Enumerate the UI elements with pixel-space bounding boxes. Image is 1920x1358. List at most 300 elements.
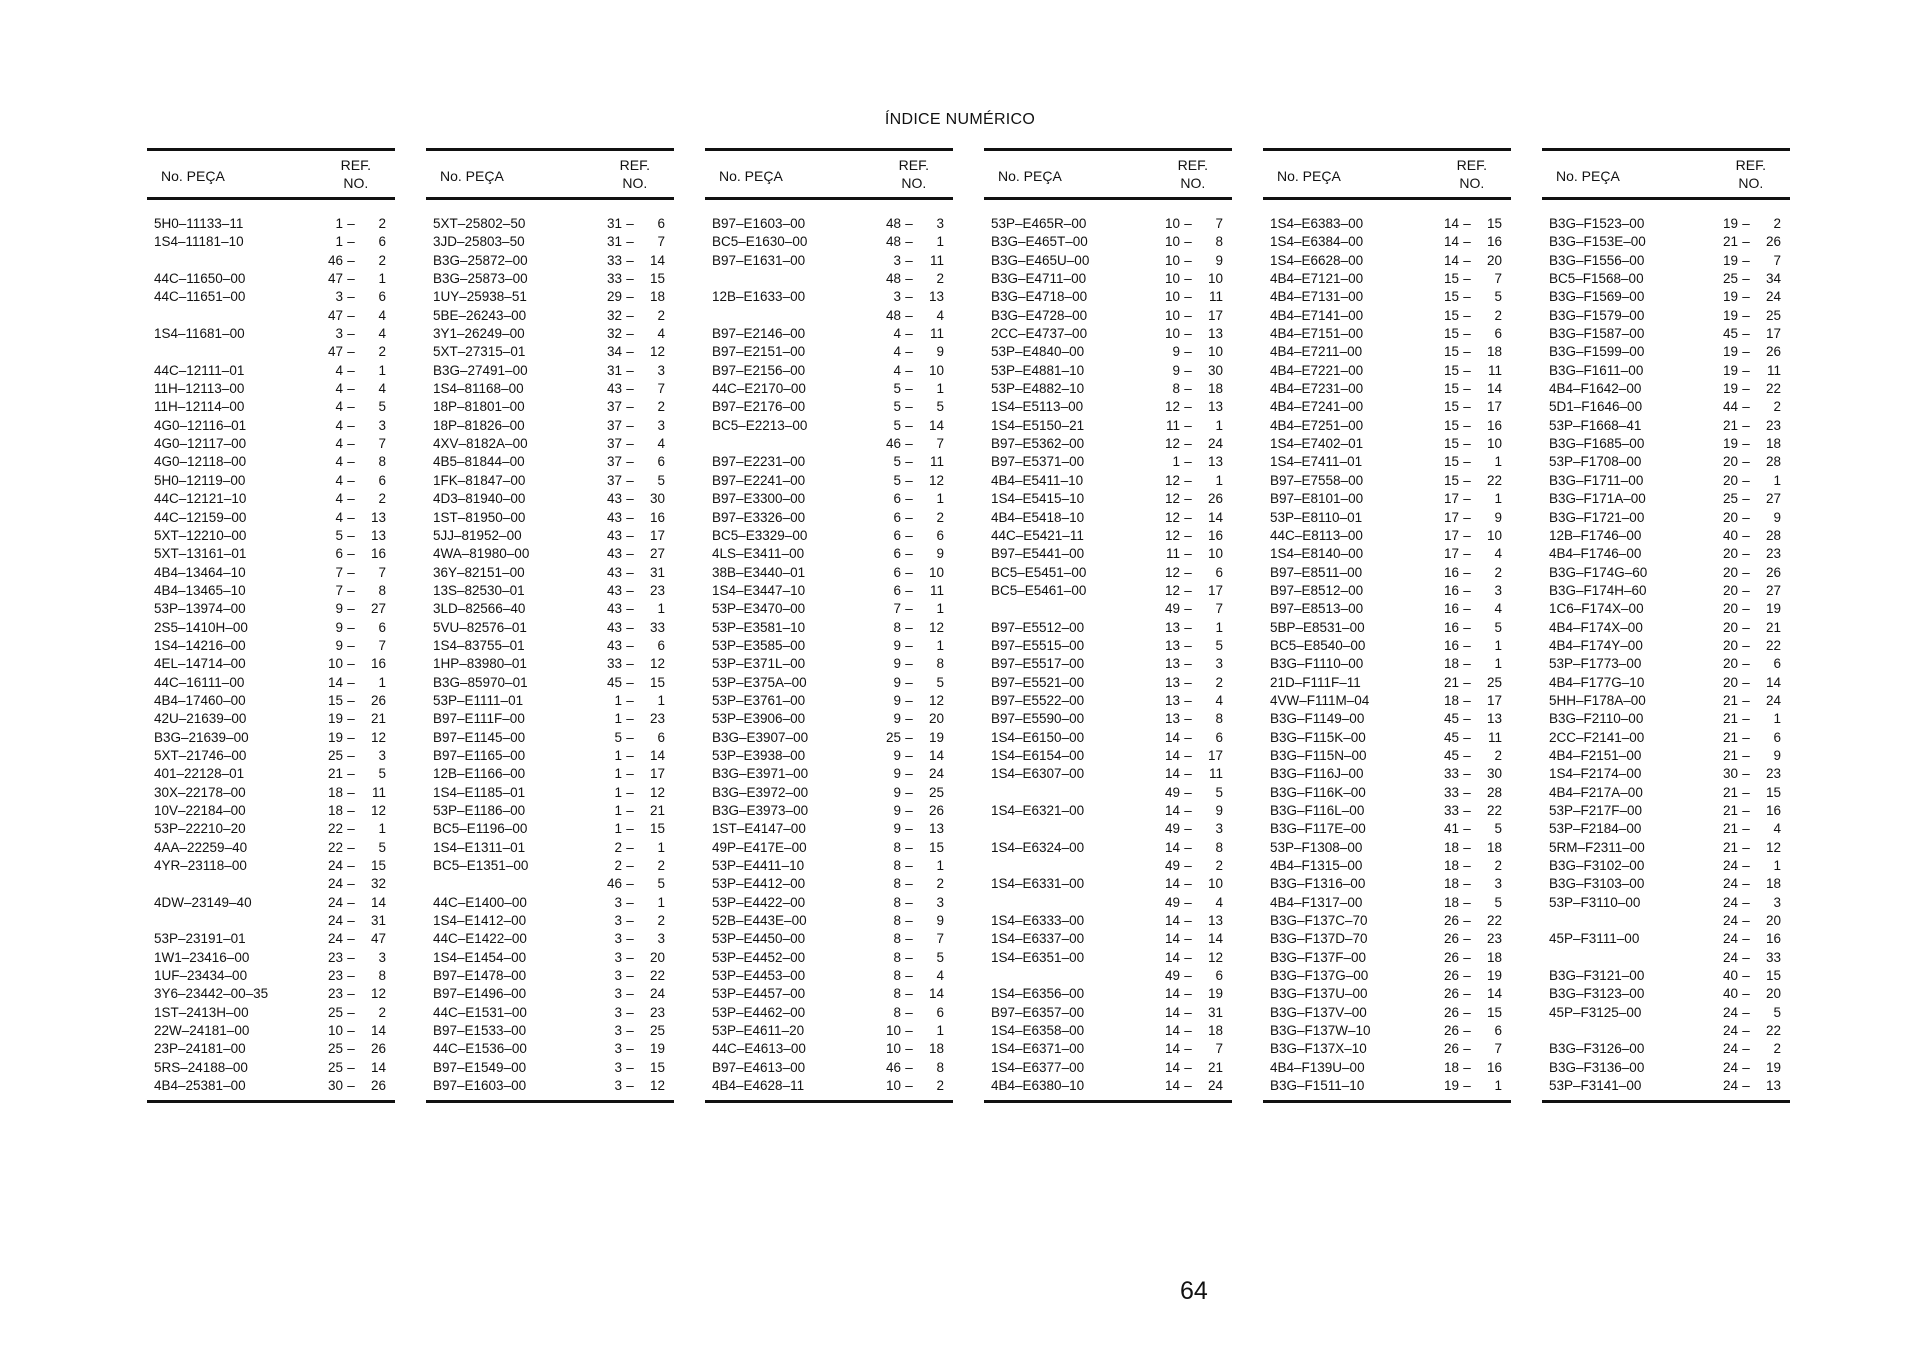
ref-figure: 45 [1722,326,1738,342]
table-row [147,784,395,802]
part-number: 30X–22178–00 [154,784,246,800]
table-row [984,362,1232,380]
ref-figure: 7 [893,601,901,617]
ref-item: 4 [936,307,944,323]
part-number: B97–E1496–00 [433,986,527,1002]
part-number: B3G–E3971–00 [712,766,809,782]
ref-item: 25 [649,1023,665,1039]
table-row [1263,839,1511,857]
ref-separator: – [347,326,355,342]
ref-figure: 3 [614,986,622,1002]
ref-figure: 14 [1164,986,1180,1002]
table-row [984,527,1232,545]
ref-separator: – [1742,436,1750,452]
ref-separator: – [347,307,355,323]
ref-separator: – [905,381,913,397]
ref-item: 17 [649,766,665,782]
ref-item: 14 [370,894,386,910]
ref-item: 4 [378,381,386,397]
part-number: 4B4–F1642–00 [1549,381,1642,397]
ref-separator: – [626,509,634,525]
table-row [705,949,953,967]
ref-figure: 12 [1164,527,1180,543]
ref-separator: – [905,1078,913,1094]
ref-separator: – [1742,858,1750,874]
part-number: B97–E1603–00 [433,1078,527,1094]
part-number: BC5–E1630–00 [712,234,808,250]
ref-item: 13 [928,821,944,837]
ref-separator: – [905,1041,913,1057]
table-row [705,453,953,471]
ref-item: 20 [649,949,665,965]
part-number: 4B4–E7131–00 [1270,289,1364,305]
ref-separator: – [905,271,913,287]
ref-item: 7 [378,436,386,452]
table-row [147,619,395,637]
table-row [1542,655,1790,673]
table-row [147,967,395,985]
ref-separator: – [905,326,913,342]
table-row [1542,912,1790,930]
ref-figure: 46 [885,1059,901,1075]
ref-separator: – [1742,747,1750,763]
part-number: B3G–F171A–00 [1549,491,1646,507]
ref-item: 18 [1207,1023,1223,1039]
part-number: 4AA–22259–40 [154,839,248,855]
ref-item: 23 [1765,417,1781,433]
ref-separator: – [1184,472,1192,488]
part-number: 3Y1–26249–00 [433,326,525,342]
table-row [984,325,1232,343]
table-row [147,949,395,967]
table-row [984,1077,1232,1095]
table-row [147,600,395,618]
ref-figure: 6 [893,491,901,507]
ref-item: 8 [936,1059,944,1075]
ref-item: 6 [657,454,665,470]
ref-figure: 1 [614,821,622,837]
ref-item: 4 [1215,692,1223,708]
table-header [426,148,674,200]
ref-separator: – [1184,1059,1192,1075]
ref-separator: – [1742,472,1750,488]
ref-item: 16 [1486,234,1502,250]
table-row [147,270,395,288]
part-number: 4B4–E5411–10 [991,472,1084,488]
part-number: 4WA–81980–00 [433,546,530,562]
part-number: 2CC–F2141–00 [1549,729,1645,745]
table-row [705,490,953,508]
table-row [1263,619,1511,637]
table-row [705,912,953,930]
ref-item: 3 [378,417,386,433]
part-number: 44C–12121–10 [154,491,247,507]
part-number: 4DW–23149–40 [154,894,252,910]
table-row [705,894,953,912]
ref-figure: 6 [893,509,901,525]
ref-separator: – [1463,472,1471,488]
ref-figure: 43 [606,509,622,525]
table-row [147,1022,395,1040]
part-number: 1S4–E6333–00 [991,913,1085,929]
ref-separator: – [905,491,913,507]
ref-figure: 1 [614,747,622,763]
ref-figure: 22 [327,821,343,837]
ref-figure: 26 [1443,949,1459,965]
ref-figure: 46 [327,252,343,268]
ref-figure: 19 [1722,289,1738,305]
ref-separator: – [1463,968,1471,984]
ref-item: 2 [936,509,944,525]
table-row [1263,967,1511,985]
ref-figure: 15 [1443,362,1459,378]
table-row [705,600,953,618]
ref-item: 26 [370,1041,386,1057]
ref-figure: 31 [606,234,622,250]
table-row [705,1059,953,1077]
part-number: B97–E1145–00 [433,729,526,745]
table-row [426,582,674,600]
part-number: B3G–E3972–00 [712,784,809,800]
ref-separator: – [1184,968,1192,984]
ref-item: 16 [370,546,386,562]
ref-header-line2: NO. [1459,175,1485,191]
table-row [705,509,953,527]
part-number: B3G–F3103–00 [1549,876,1645,892]
part-number: 5XT–12210–00 [154,527,247,543]
ref-item: 30 [1207,362,1223,378]
table-row [147,582,395,600]
ref-figure: 20 [1722,674,1738,690]
ref-figure: 9 [1172,362,1180,378]
ref-item: 2 [1494,747,1502,763]
ref-separator: – [347,839,355,855]
ref-figure: 19 [1722,344,1738,360]
table-row [1542,270,1790,288]
ref-separator: – [1184,747,1192,763]
ref-separator: – [1463,1041,1471,1057]
ref-separator: – [626,344,634,360]
part-number: 53P–E371L–00 [712,656,806,672]
ref-figure: 18 [327,784,343,800]
ref-item: 8 [378,582,386,598]
part-number: B97–E8101–00 [1270,491,1364,507]
part-number: 4LS–E3411–00 [712,546,805,562]
ref-figure: 20 [1722,619,1738,635]
table-row [1263,747,1511,765]
ref-item: 13 [1207,399,1223,415]
ref-figure: 19 [1722,307,1738,323]
ref-figure: 14 [327,674,343,690]
ref-figure: 13 [1164,619,1180,635]
table-row [984,912,1232,930]
ref-number-header [1736,156,1766,192]
ref-item: 16 [1486,1059,1502,1075]
part-number: B3G–F116K–00 [1270,784,1366,800]
ref-item: 2 [378,491,386,507]
ref-figure: 32 [606,307,622,323]
ref-item: 5 [378,766,386,782]
table-row [426,949,674,967]
table-row [426,435,674,453]
table-row [426,380,674,398]
part-number: 53P–F3141–00 [1549,1078,1642,1094]
part-number: 53P–E4452–00 [712,949,806,965]
ref-figure: 16 [1443,564,1459,580]
ref-item: 1 [936,381,944,397]
table-row [1263,912,1511,930]
ref-figure: 43 [606,491,622,507]
part-number: 21D–F111F–11 [1270,674,1361,690]
ref-separator: – [1184,362,1192,378]
ref-item: 12 [649,344,665,360]
table-row [984,343,1232,361]
ref-figure: 17 [1443,527,1459,543]
ref-figure: 16 [1443,582,1459,598]
table-row [426,729,674,747]
ref-item: 1 [1494,637,1502,653]
table-row [1542,949,1790,967]
ref-separator: – [347,601,355,617]
ref-figure: 8 [893,986,901,1002]
ref-figure: 48 [885,307,901,323]
ref-separator: – [1463,289,1471,305]
ref-item: 14 [1207,931,1223,947]
ref-item: 9 [936,913,944,929]
ref-figure: 19 [1722,381,1738,397]
part-number: B3G–F3136–00 [1549,1059,1645,1075]
ref-separator: – [626,1004,634,1020]
ref-figure: 25 [1722,271,1738,287]
part-number: 53P–E4450–00 [712,931,806,947]
part-number: 53P–E4422–00 [712,894,806,910]
ref-figure: 8 [893,876,901,892]
ref-figure: 14 [1164,931,1180,947]
ref-separator: – [1463,913,1471,929]
ref-item: 2 [657,399,665,415]
ref-item: 18 [1486,949,1502,965]
ref-figure: 9 [893,674,901,690]
part-number: 53P–E4411–10 [712,858,805,874]
part-number: 1S4–E5415–10 [991,491,1085,507]
ref-number-header [620,156,650,192]
ref-figure: 43 [606,564,622,580]
table-row [1263,1040,1511,1058]
ref-separator: – [905,803,913,818]
ref-item: 3 [1215,656,1223,672]
table-row [1263,1077,1511,1095]
ref-separator: – [1463,234,1471,250]
ref-item: 1 [378,362,386,378]
ref-figure: 4 [335,417,343,433]
ref-item: 20 [928,711,944,727]
part-number: 1S4–E6358–00 [991,1023,1085,1039]
part-number: 44C–11651–00 [154,289,246,305]
part-number: 1S4–E1311–01 [433,839,526,855]
ref-separator: – [905,436,913,452]
ref-figure: 9 [893,784,901,800]
ref-separator: – [626,582,634,598]
ref-figure: 31 [606,362,622,378]
ref-item: 17 [1207,747,1223,763]
part-number: B3G–F117E–00 [1270,821,1366,837]
ref-item: 3 [936,894,944,910]
ref-item: 2 [1215,858,1223,874]
ref-separator: – [1184,399,1192,415]
table-row [1263,288,1511,306]
table-row [1542,710,1790,728]
table-row [705,1022,953,1040]
part-number: 4B4–E4628–11 [712,1078,805,1094]
table-row [1542,307,1790,325]
table-row [147,472,395,490]
ref-item: 5 [657,472,665,488]
ref-separator: – [1184,894,1192,910]
part-number: B3G–E4728–00 [991,307,1088,323]
part-number: 53P–F3110–00 [1549,894,1641,910]
ref-item: 18 [1207,381,1223,397]
ref-figure: 21 [1722,839,1738,855]
ref-separator: – [1742,601,1750,617]
ref-separator: – [347,399,355,415]
ref-item: 32 [370,876,386,892]
part-number: 5BP–E8531–00 [1270,619,1365,635]
ref-figure: 21 [1722,711,1738,727]
table-row [984,894,1232,912]
ref-item: 10 [1207,344,1223,360]
ref-item: 14 [649,747,665,763]
part-number: B3G–F116L–00 [1270,803,1365,818]
ref-item: 2 [1494,307,1502,323]
table-row [984,1022,1232,1040]
ref-item: 5 [936,399,944,415]
ref-item: 3 [1773,894,1781,910]
table-row [426,600,674,618]
ref-separator: – [1742,986,1750,1002]
table-row [426,912,674,930]
table-row [147,674,395,692]
table-row [705,307,953,325]
ref-figure: 25 [1722,491,1738,507]
ref-separator: – [1742,637,1750,653]
ref-item: 2 [1494,564,1502,580]
ref-figure: 3 [893,252,901,268]
ref-item: 15 [370,858,386,874]
ref-separator: – [1742,326,1750,342]
table-row [147,288,395,306]
table-row [984,380,1232,398]
ref-item: 7 [657,381,665,397]
ref-separator: – [347,821,355,837]
ref-separator: – [1184,986,1192,1002]
table-row [1263,1004,1511,1022]
ref-figure: 18 [1443,876,1459,892]
part-number: 4YR–23118–00 [154,858,247,874]
ref-separator: – [905,986,913,1002]
ref-separator: – [1742,234,1750,250]
table-row [705,765,953,783]
ref-item: 23 [649,582,665,598]
ref-figure: 9 [893,747,901,763]
table-row [705,802,953,820]
table-row [1263,930,1511,948]
ref-item: 7 [1773,252,1781,268]
table-row [426,820,674,838]
table-row [426,564,674,582]
ref-separator: – [1742,839,1750,855]
part-number: 1S4–E7411–01 [1270,454,1363,470]
ref-separator: – [1184,784,1192,800]
ref-figure: 49 [1164,784,1180,800]
table-row [984,839,1232,857]
part-number: 1S4–E6307–00 [991,766,1085,782]
table-row [426,692,674,710]
part-number: 13S–82530–01 [433,582,525,598]
ref-separator: – [626,436,634,452]
table-row [1542,820,1790,838]
table-row [705,215,953,233]
ref-item: 7 [936,931,944,947]
ref-figure: 8 [893,894,901,910]
ref-item: 10 [1207,876,1223,892]
table-row [426,875,674,893]
ref-item: 7 [1215,216,1223,231]
part-number: B3G–F153E–00 [1549,234,1646,250]
ref-figure: 19 [327,711,343,727]
ref-figure: 7 [335,564,343,580]
table-row [984,985,1232,1003]
ref-separator: – [1184,436,1192,452]
ref-figure: 8 [1172,381,1180,397]
ref-separator: – [905,711,913,727]
ref-figure: 14 [1164,803,1180,818]
part-number: 1S4–E6154–00 [991,747,1085,763]
part-number: B97–E1165–00 [433,747,526,763]
ref-item: 18 [1765,436,1781,452]
ref-figure: 20 [1722,454,1738,470]
ref-item: 14 [928,747,944,763]
table-row [1542,857,1790,875]
ref-item: 1 [378,271,386,287]
ref-figure: 12 [1164,564,1180,580]
part-number: B3G–E465U–00 [991,252,1090,268]
ref-item: 8 [1215,711,1223,727]
ref-item: 6 [378,234,386,250]
part-number: 1S4–E6337–00 [991,931,1085,947]
ref-item: 15 [1765,968,1781,984]
part-number: 1S4–E6356–00 [991,986,1085,1002]
table-row [147,820,395,838]
ref-figure: 12 [1164,582,1180,598]
part-number: B97–E2176–00 [712,399,806,415]
table-row [147,930,395,948]
part-number: B97–E5521–00 [991,674,1085,690]
table-row [1542,747,1790,765]
ref-item: 12 [649,656,665,672]
ref-item: 5 [936,674,944,690]
ref-item: 15 [928,839,944,855]
ref-figure: 2 [614,839,622,855]
table-row [1263,674,1511,692]
part-number: 1UF–23434–00 [154,968,248,984]
table-row [1263,545,1511,563]
ref-separator: – [1742,564,1750,580]
ref-item: 1 [378,674,386,690]
ref-item: 15 [1486,216,1502,231]
ref-item: 23 [649,1004,665,1020]
ref-figure: 5 [893,417,901,433]
table-row [984,307,1232,325]
